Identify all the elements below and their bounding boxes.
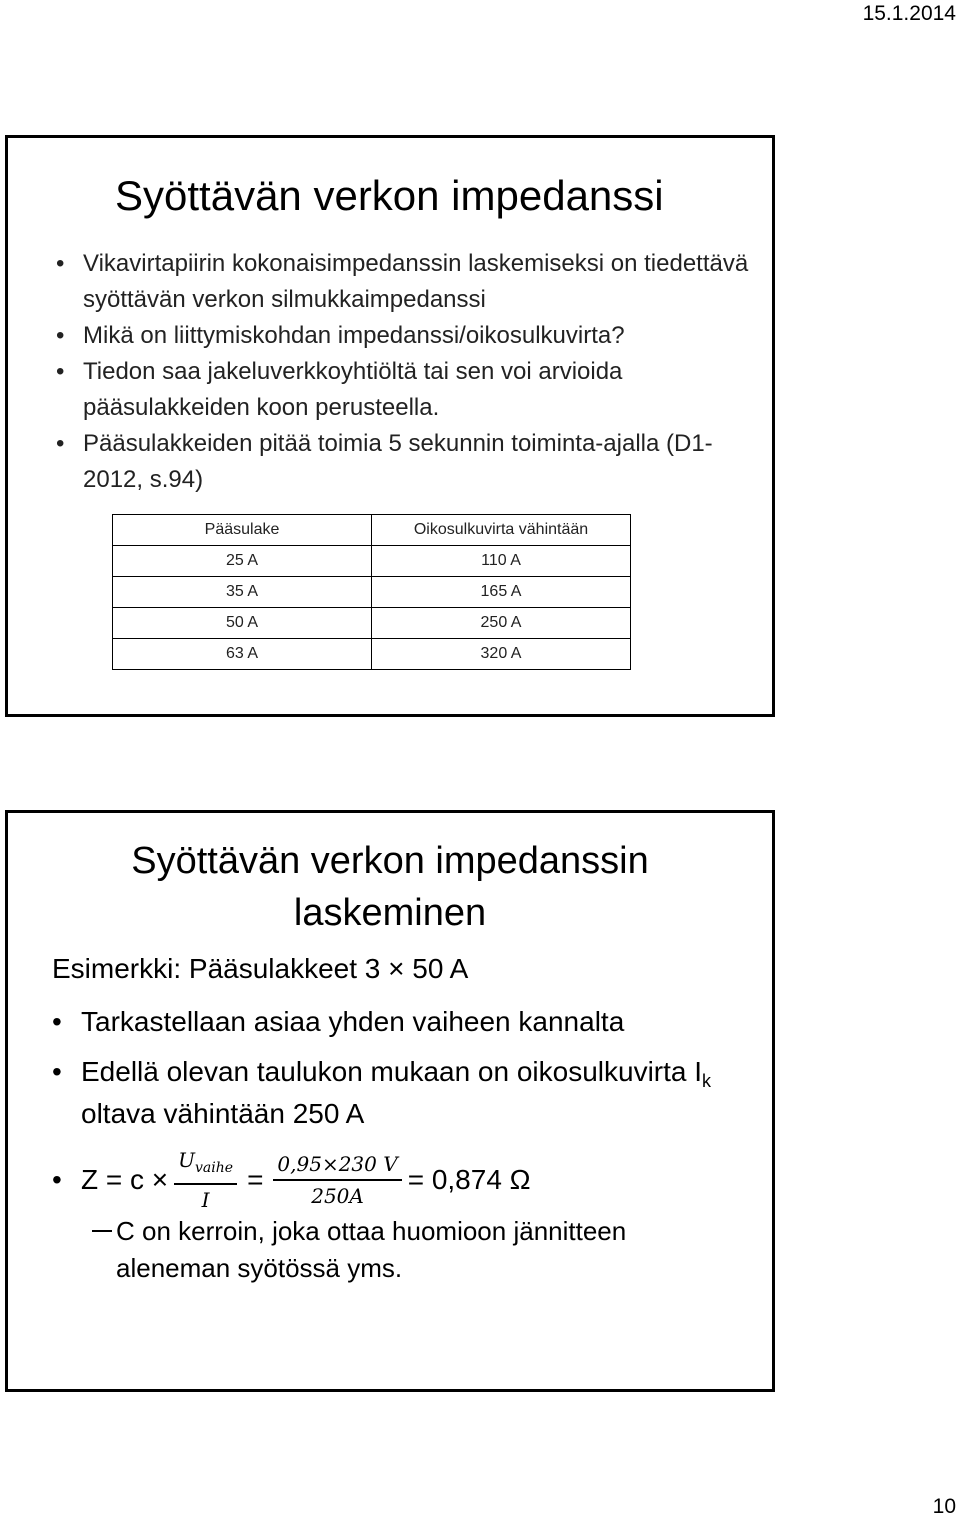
slide-1-title: Syöttävän verkon impedanssi bbox=[115, 172, 664, 219]
bullet-marker: • bbox=[52, 1164, 62, 1195]
table-cell: 320 A bbox=[372, 639, 631, 670]
column-header-short-circuit-current: Oikosulkuvirta vähintään bbox=[372, 515, 631, 546]
fraction-voltage-current bbox=[174, 1147, 237, 1213]
bullet-text: Edellä olevan taulukon mukaan on oikosulkuvirta I bbox=[81, 1056, 703, 1087]
bullet-text: oltava vähintään 250 A bbox=[81, 1098, 365, 1129]
dash-marker bbox=[92, 1230, 112, 1232]
table-cell: 110 A bbox=[372, 546, 631, 577]
slide-2 bbox=[5, 810, 775, 1392]
table-cell: 63 A bbox=[113, 639, 372, 670]
page-number: 10 bbox=[932, 1495, 956, 1518]
table-cell: 165 A bbox=[372, 577, 631, 608]
slide-2-bullet-list bbox=[52, 1001, 752, 1143]
equals-sign: = bbox=[247, 1164, 264, 1195]
example-line: Esimerkki: Pääsulakkeet 3 × 50 A bbox=[52, 953, 469, 984]
bullet-item bbox=[52, 1051, 752, 1135]
table-header-row bbox=[113, 515, 631, 546]
bullet-item: • Tarkastellaan asiaa yhden vaiheen kannalta bbox=[52, 1001, 752, 1043]
table-cell: 25 A bbox=[113, 546, 372, 577]
subscript-vaihe: vaihe bbox=[195, 1160, 234, 1176]
table-cell: 35 A bbox=[113, 577, 372, 608]
fraction-denominator: I bbox=[201, 1188, 210, 1212]
slide-2-title-line-1: Syöttävän verkon impedanssin bbox=[131, 840, 649, 882]
formula-prefix: Z = c × bbox=[81, 1164, 169, 1195]
bullet-item: • Pääsulakkeiden pitää toimia 5 sekunnin toiminta-ajalla (D1-2012, s.94) bbox=[56, 426, 756, 498]
slide-2-title-line-2: laskeminen bbox=[293, 892, 487, 934]
sub-bullet bbox=[92, 1213, 692, 1287]
bullet-item: • Vikavirtapiirin kokonaisimpedanssin laskemiseksi on tiedettävä syöttävän verkon silmukkaimpedanssi bbox=[56, 246, 756, 318]
column-header-main-fuse: Pääsulake bbox=[113, 515, 372, 546]
slide-1-bullet-list bbox=[56, 246, 756, 498]
bullet-item: • Mikä on liittymiskohdan impedanssi/oikosulkuvirta? bbox=[56, 318, 756, 354]
impedance-formula bbox=[52, 1145, 531, 1215]
fraction-values bbox=[273, 1151, 401, 1209]
table-cell: 250 A bbox=[372, 608, 631, 639]
table-row bbox=[113, 608, 631, 639]
sub-bullet-text: C on kerroin, joka ottaa huomioon jännitteen aleneman syötössä yms. bbox=[116, 1216, 627, 1283]
table-row bbox=[113, 546, 631, 577]
bullet-item: • Tiedon saa jakeluverkkoyhtiöltä tai sen voi arvioida pääsulakkeiden koon perusteella. bbox=[56, 354, 756, 426]
fraction-numerator bbox=[174, 1147, 237, 1185]
table-row bbox=[113, 577, 631, 608]
subscript-k: k bbox=[702, 1071, 712, 1091]
fraction-denominator: 250A bbox=[311, 1184, 364, 1208]
slide-1 bbox=[5, 135, 775, 717]
table-row bbox=[113, 639, 631, 670]
symbol-u: U bbox=[178, 1148, 196, 1172]
formula-result: = 0,874 Ω bbox=[407, 1164, 531, 1195]
table-cell: 50 A bbox=[113, 608, 372, 639]
fuse-table bbox=[112, 514, 631, 670]
fraction-numerator: 0,95×230 V bbox=[273, 1151, 401, 1181]
slide-2-title bbox=[8, 835, 772, 939]
page-date: 15.1.2014 bbox=[862, 2, 956, 25]
